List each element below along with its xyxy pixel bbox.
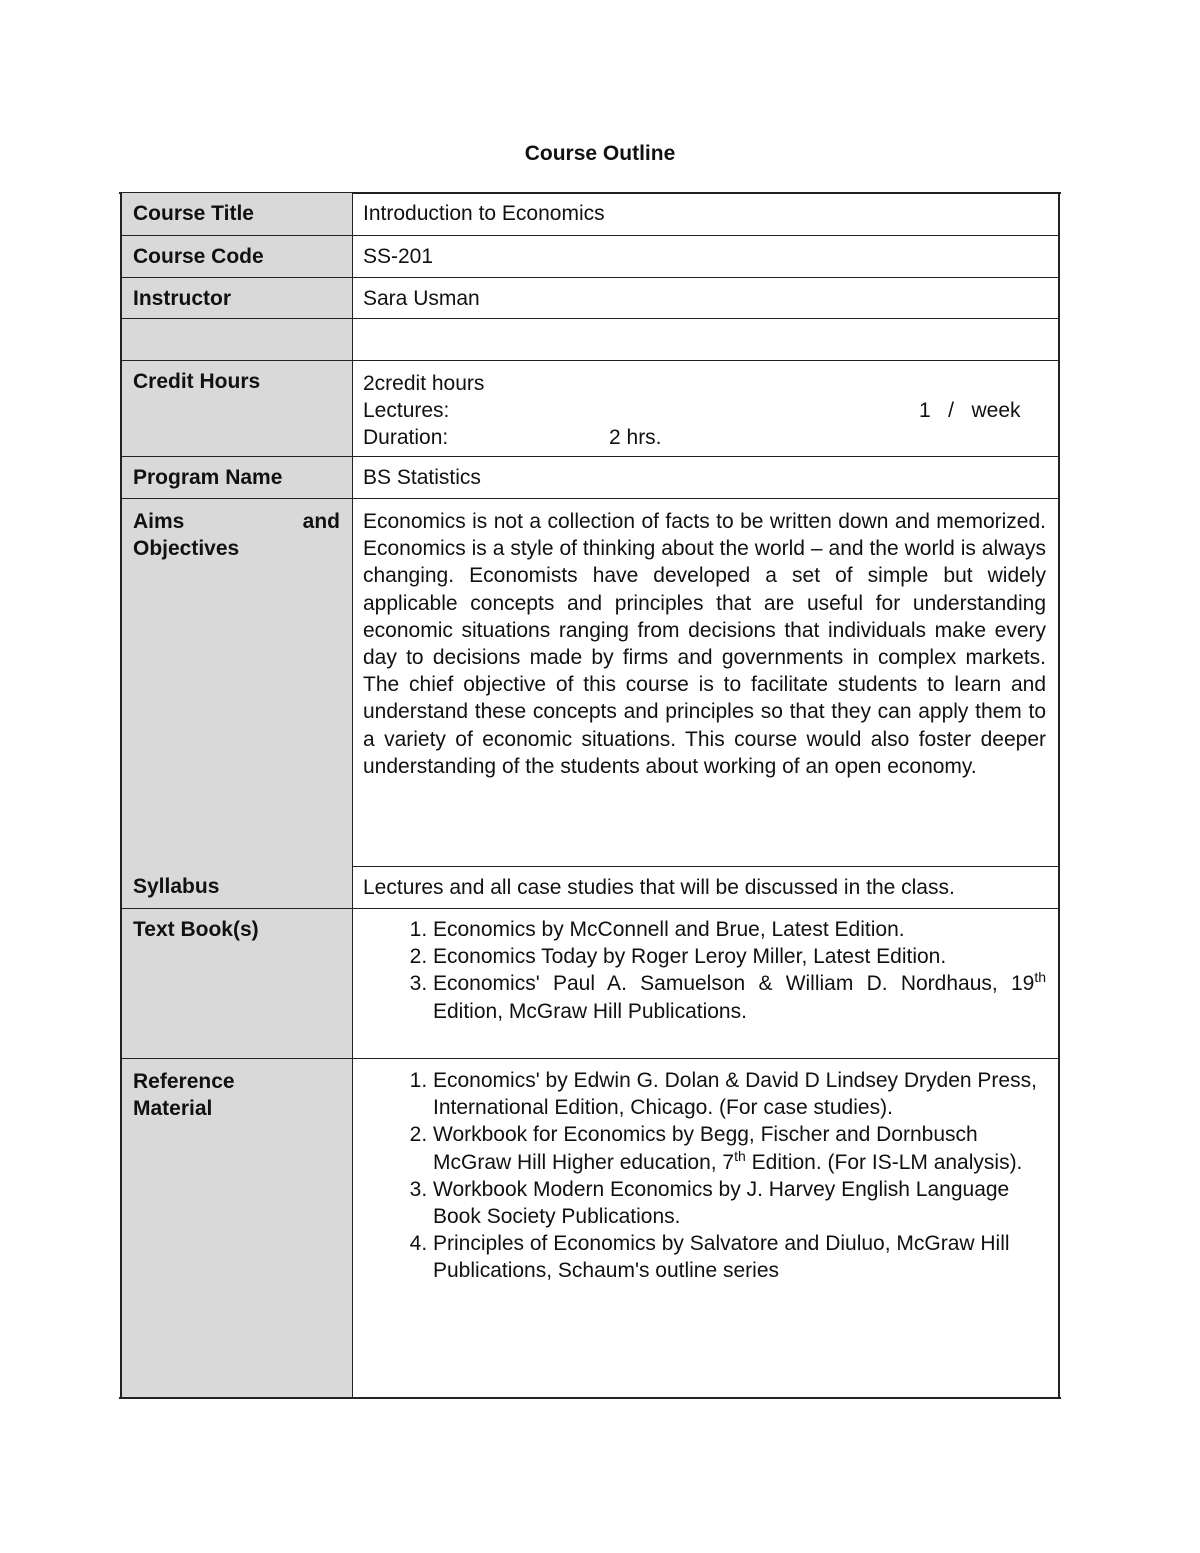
- aims-label-line2: Objectives: [133, 537, 240, 560]
- list-item-text: Edition. (For IS-LM analysis).: [745, 1150, 1023, 1174]
- program-name-label: Program Name: [120, 457, 353, 498]
- aims-label-word: and: [302, 510, 340, 533]
- aims-text: Economics is not a collection of facts to be written down and memorized. Economics is a style of thinking about the world – and the world is always changing. Economists have developed a set of simple but widely applicable concepts and principles that are useful for understanding economic situations ranging from decisions that individuals make every day to decisions made by firms and governments in complex markets. The chief objective of this course is to facilitate students to learn and understand these concepts and principles so that they can apply them to a variety of economic situations. This course would also foster deeper understanding of the students about working of an open economy.: [353, 499, 1060, 866]
- text-books-label: Text Book(s): [120, 909, 353, 1058]
- list-item: 3. Workbook Modern Economics by J. Harvey English Language Book Society Publications.: [433, 1176, 1046, 1230]
- list-item-text: Edition, McGraw Hill Publications.: [433, 999, 747, 1023]
- duration-line: [363, 424, 1046, 451]
- credit-hours-line: 2credit hours: [363, 372, 485, 395]
- course-code-value: SS-201: [353, 236, 1060, 277]
- program-name-value: BS Statistics: [353, 457, 1060, 498]
- lectures-line: [363, 397, 1046, 424]
- reference-list: [363, 1067, 1046, 1285]
- course-code-label: Course Code: [120, 236, 353, 277]
- duration-value: 2 hrs.: [609, 426, 662, 449]
- list-item-text: Economics' Paul A. Samuelson & William D. Nordhaus, 19: [433, 972, 1035, 996]
- reference-label: [120, 1059, 353, 1397]
- lectures-label: Lectures:: [363, 399, 450, 422]
- empty-value-cell: [353, 319, 1060, 360]
- reference-label-line: Reference: [133, 1070, 235, 1093]
- list-item: 4. Principles of Economics by Salvatore and Diuluo, McGraw Hill Publications, Schaum's outline series: [433, 1230, 1046, 1284]
- syllabus-value: Lectures and all case studies that will be discussed in the class.: [353, 867, 1060, 908]
- reference-label-line: Material: [133, 1097, 213, 1120]
- list-item: 1. Economics by McConnell and Brue, Latest Edition.: [433, 916, 1046, 943]
- aims-syllabus-label-cell: [120, 499, 353, 908]
- table-bottom-border: [119, 1397, 1061, 1399]
- page-title: Course Outline: [524, 142, 676, 165]
- aims-label-word: Aims: [133, 510, 185, 533]
- text-books-list: [363, 916, 1046, 1025]
- instructor-label: Instructor: [120, 278, 353, 318]
- duration-label: Duration:: [363, 426, 449, 449]
- list-item: [433, 970, 1046, 1024]
- list-item: [433, 1121, 1046, 1175]
- superscript: th: [734, 1147, 746, 1164]
- list-item-text: Workbook for Economics by Begg, Fischer and Dornbusch McGraw Hill Higher education, 7: [433, 1123, 978, 1174]
- credit-hours-label: Credit Hours: [120, 361, 353, 456]
- course-title-label: Course Title: [120, 193, 353, 235]
- list-item: 2. Economics Today by Roger Leroy Miller, Latest Edition.: [433, 943, 1046, 970]
- syllabus-label: Syllabus: [133, 875, 220, 898]
- lectures-value: 1 / week: [919, 399, 1021, 422]
- list-item: 1. Economics' by Edwin G. Dolan & David D Lindsey Dryden Press, International Edition, Chicago. (For case studies).: [433, 1067, 1046, 1121]
- reference-value: [353, 1059, 1060, 1397]
- superscript: th: [1034, 969, 1046, 986]
- empty-label-cell: [120, 319, 353, 360]
- instructor-value: Sara Usman: [353, 278, 1060, 318]
- aims-label-line1: [133, 508, 340, 535]
- course-title-value: Introduction to Economics: [353, 193, 1060, 235]
- text-books-value: [353, 909, 1060, 1058]
- credit-hours-value: [353, 361, 1060, 456]
